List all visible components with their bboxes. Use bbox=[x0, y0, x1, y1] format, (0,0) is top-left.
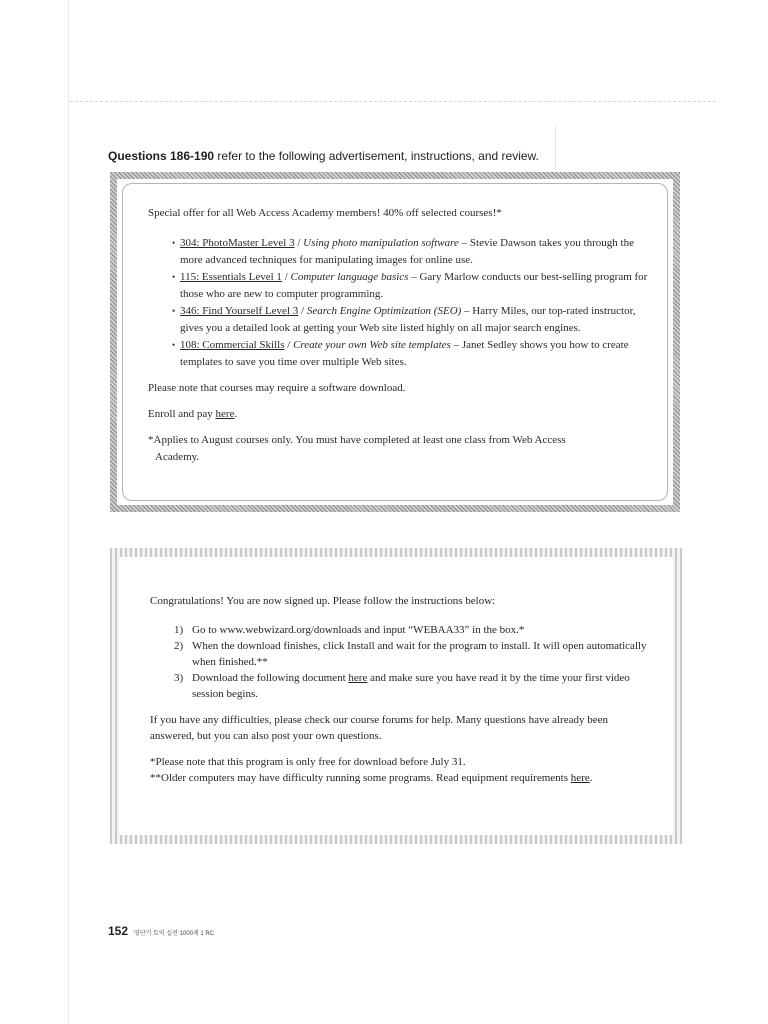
step-text: Go to www.webwizard.org/downloads and input “WEBAA33” in the box.* bbox=[192, 624, 525, 636]
course-description: – Janet Sedley shows you how to create templates to save you time over multiple Web sites. bbox=[180, 339, 629, 368]
instruction-step bbox=[174, 622, 650, 638]
course-item bbox=[172, 235, 648, 269]
page-edge bbox=[68, 0, 69, 1024]
step-number: 1) bbox=[174, 624, 184, 636]
equipment-note: **Older computers may have difficulty running some programs. Read equipment requirements bbox=[150, 772, 571, 784]
course-title: 108: Commercial Skills bbox=[180, 339, 285, 351]
page-footer bbox=[108, 922, 214, 940]
download-note: Please note that courses may require a software download. bbox=[148, 382, 406, 394]
questions-intro-text: refer to the following advertisement, instructions, and review. bbox=[214, 149, 539, 163]
course-description: – Harry Miles, our top-rated instructor, gives you a detailed look at getting your Web site listed highly on all major search engines. bbox=[180, 305, 636, 334]
help-paragraph: If you have any difficulties, please check our course forums for help. Many questions have already been answered, but you can also post your own questions. bbox=[150, 714, 608, 742]
instructions-title: Congratulations! You are now signed up. Please follow the instructions below: bbox=[150, 595, 496, 607]
enroll-period: . bbox=[234, 408, 238, 420]
enroll-link[interactable]: here bbox=[215, 408, 235, 420]
scan-mark bbox=[555, 125, 556, 170]
download-deadline-note: *Please note that this program is only free for download before July 31. bbox=[150, 756, 466, 768]
offer-headline: Special offer for all Web Access Academy members! 40% off selected courses!* bbox=[148, 207, 502, 219]
offer-footnote-line-1: *Applies to August courses only. You must have completed at least one class from Web Access bbox=[148, 434, 566, 446]
instruction-step bbox=[174, 638, 650, 670]
instruction-step bbox=[174, 670, 650, 702]
step-number: 3) bbox=[174, 672, 184, 684]
course-description: – Stevie Dawson takes you through the more advanced techniques for manipulating images for online use. bbox=[180, 237, 634, 266]
instructions-steps bbox=[150, 622, 650, 702]
enroll-text: Enroll and pay bbox=[148, 408, 216, 420]
offer-footnote-line-2: Academy. bbox=[155, 451, 200, 463]
course-description: – Gary Marlow conducts our best-selling program for those who are new to computer programming. bbox=[180, 271, 648, 300]
enroll-line bbox=[148, 406, 648, 423]
course-list bbox=[148, 235, 648, 371]
questions-range: Questions 186-190 bbox=[108, 149, 215, 163]
course-title: 304: PhotoMaster Level 3 bbox=[180, 237, 295, 249]
step-text: Download the following document bbox=[192, 672, 349, 684]
step-number: 2) bbox=[174, 640, 184, 652]
course-item bbox=[172, 303, 648, 337]
course-title: 115: Essentials Level 1 bbox=[180, 271, 282, 283]
course-subtitle: Create your own Web site templates bbox=[293, 339, 451, 351]
instructions-notes bbox=[150, 754, 650, 786]
course-separator: / bbox=[281, 271, 291, 283]
course-item bbox=[172, 337, 648, 371]
course-subtitle: Search Engine Optimization (SEO) bbox=[306, 305, 462, 317]
page-number: 152 bbox=[108, 924, 129, 938]
scan-divider bbox=[70, 101, 716, 102]
course-separator: / bbox=[294, 237, 304, 249]
instructions-content bbox=[150, 593, 650, 786]
offer-footnote bbox=[148, 432, 648, 466]
requirements-link[interactable]: here bbox=[570, 772, 590, 784]
questions-intro bbox=[108, 149, 628, 163]
advertisement-content bbox=[148, 205, 648, 466]
document-link[interactable]: here bbox=[348, 672, 368, 684]
step-text: When the download finishes, click Install and wait for the program to install. It will open automatically when finished.** bbox=[192, 640, 647, 668]
course-separator: / bbox=[298, 305, 307, 317]
course-subtitle: Using photo manipulation software bbox=[303, 237, 459, 249]
step-text-end: and make sure you have read it by the time your first video session begins. bbox=[192, 672, 630, 700]
equipment-note-end: . bbox=[589, 772, 593, 784]
book-title: 영단기 토익 실전 1000제 1 RC bbox=[134, 931, 215, 937]
course-item bbox=[172, 269, 648, 303]
course-separator: / bbox=[284, 339, 294, 351]
course-subtitle: Computer language basics bbox=[290, 271, 409, 283]
course-title: 346: Find Yourself Level 3 bbox=[180, 305, 299, 317]
